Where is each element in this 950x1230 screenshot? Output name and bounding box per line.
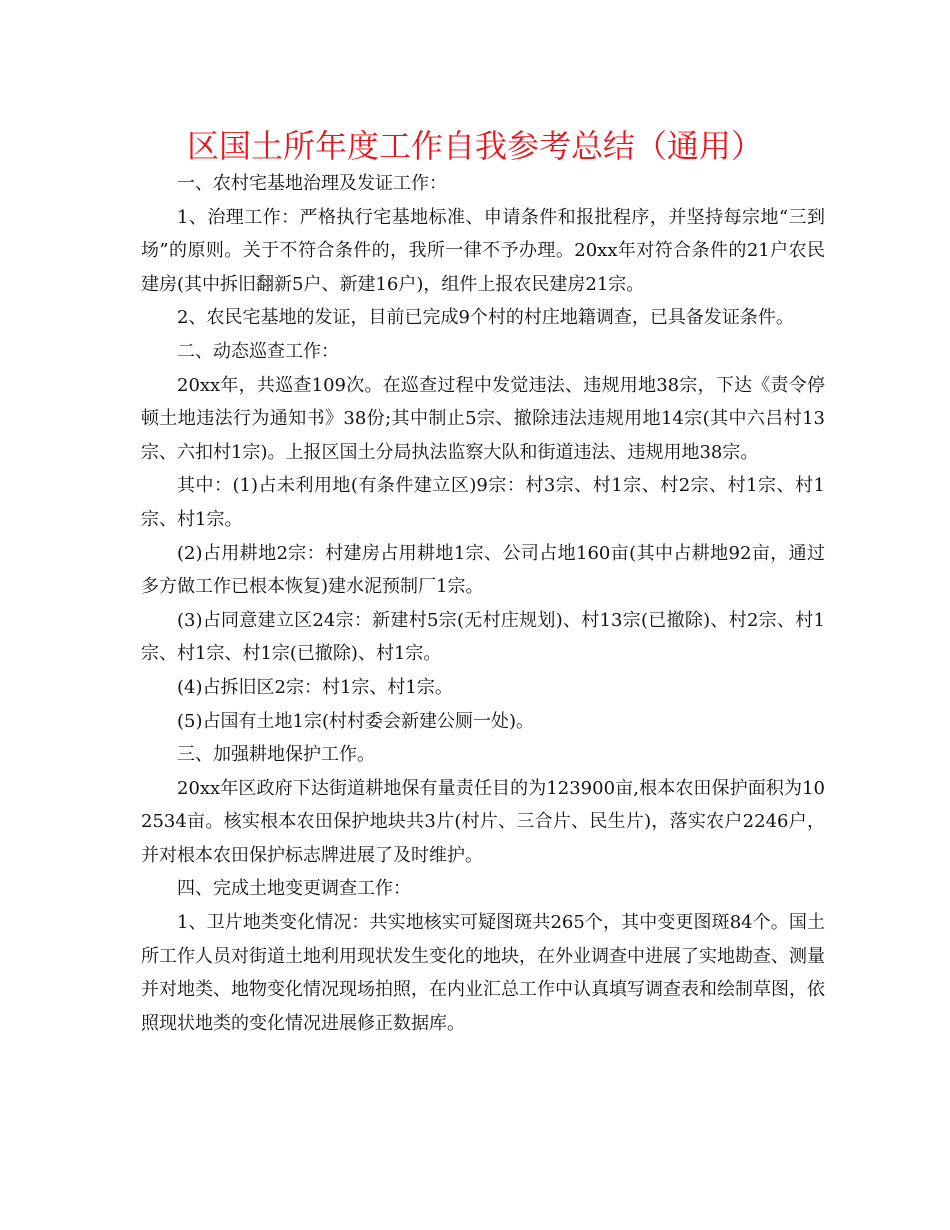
section-heading-farmland: 三、加强耕地保护工作。	[177, 744, 375, 766]
section-heading-land-survey: 四、完成土地变更调查工作：	[177, 878, 411, 900]
paragraph: 1、治理工作：严格执行宅基地标准、申请条件和报批程序，并坚持每宗地“三到场”的原则。关于不符合条件的，我所一律不予办理。20xx年对符合条件的21户农民建房(其中拆旧翻新5户、新建16户)，组件上报农民建房21宗。	[141, 206, 825, 295]
paragraph: (5)占国有土地1宗(村村委会新建公厕一处)。	[177, 710, 534, 732]
section-heading-homestead: 一、农村宅基地治理及发证工作：	[177, 173, 447, 194]
paragraph: 20xx年，共巡查109次。在巡查过程中发觉违法、违规用地38宗，下达《责令停顿土地违法行为通知书》38份;其中制止5宗、撤除违法违规用地14宗(其中六吕村13宗、六扣村1宗)。上报区国土分局执法监察大队和街道违法、违规用地38宗。	[141, 374, 825, 463]
paragraph: (4)占拆旧区2宗：村1宗、村1宗。	[177, 676, 453, 698]
paragraph: 1、卫片地类变化情况：共实地核实可疑图斑共265个，其中变更图斑84个。国土所工作人员对街道土地利用现状发生变化的地块，在外业调查中进展了实地勘查、测量并对地类、地物变化情况现场拍照，在内业汇总工作中认真填写调查表和绘制草图，依照现状地类的变化情况进展修正数据库。	[141, 912, 825, 1034]
document-title: 区国土所年度工作自我参考总结（通用）	[186, 127, 763, 165]
paragraph: (2)占用耕地2宗：村建房占用耕地1宗、公司占地160亩(其中占耕地92亩，通过多方做工作已根本恢复)建水泥预制厂1宗。	[141, 542, 825, 598]
paragraph: 2、农民宅基地的发证，目前已完成9个村的村庄地籍调查，已具备发证条件。	[177, 307, 794, 329]
paragraph: 20xx年区政府下达街道耕地保有量责任目的为123900亩,根本农田保护面积为102534亩。核实根本农田保护地块共3片(村片、三合片、民生片)，落实农户2246户，并对根本农田保护标志牌进展了及时维护。	[141, 777, 825, 866]
paragraph: 其中：(1)占未利用地(有条件建立区)9宗：村3宗、村1宗、村2宗、村1宗、村1宗、村1宗。	[141, 475, 825, 530]
section-heading-patrol: 二、动态巡查工作：	[177, 340, 339, 362]
document-body	[141, 167, 825, 1040]
paragraph: (3)占同意建立区24宗：新建村5宗(无村庄规划)、村13宗(已撤除)、村2宗、村1宗、村1宗、村1宗(已撤除)、村1宗。	[141, 609, 825, 665]
